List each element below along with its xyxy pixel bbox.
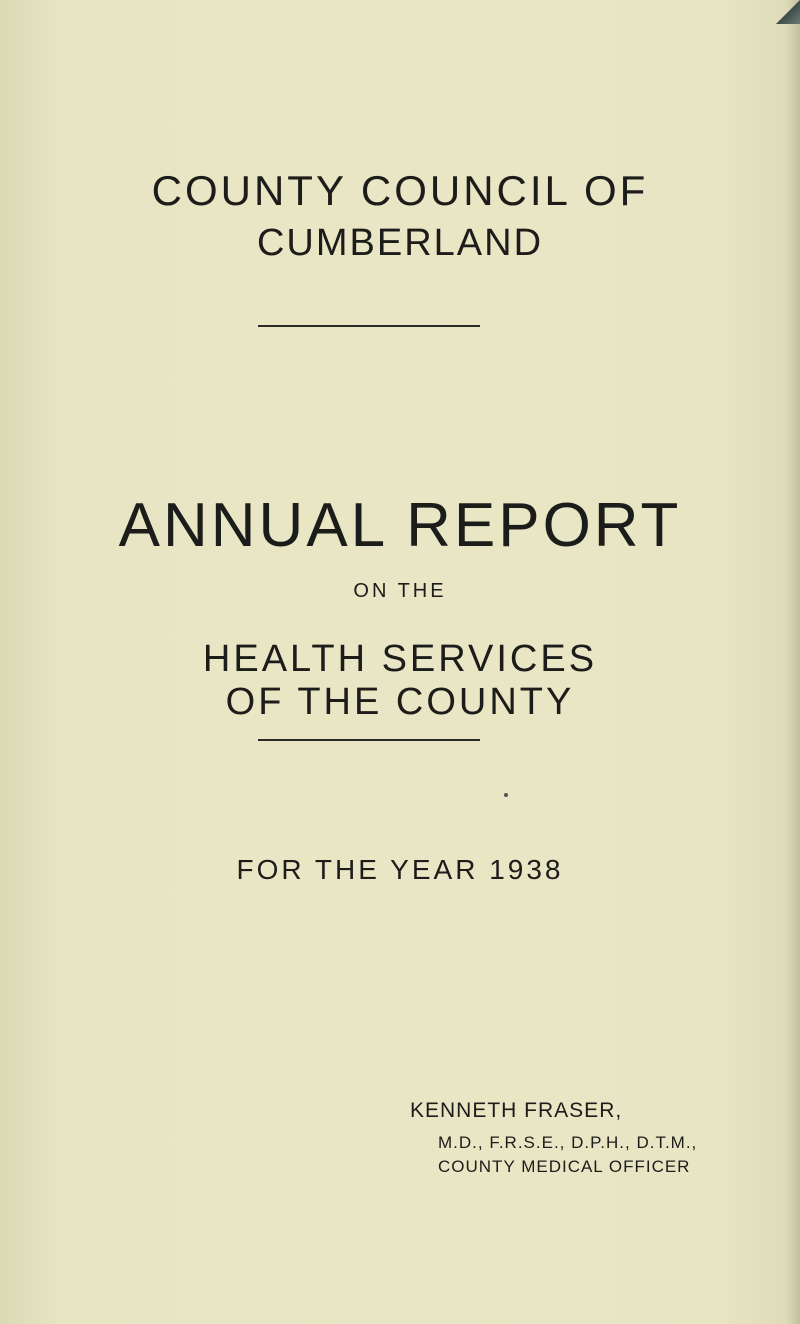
- top-divider-rule: [258, 325, 480, 327]
- council-heading: COUNTY COUNCIL OF: [151, 167, 649, 214]
- corner-tab-mark: [770, 0, 800, 24]
- subject-line-1: HEALTH SERVICES: [202, 638, 598, 680]
- bottom-divider-rule: [258, 739, 480, 741]
- report-year-line: FOR THE YEAR 1938: [236, 854, 564, 885]
- print-speck: [504, 793, 508, 797]
- author-qualifications: M.D., F.R.S.E., D.P.H., D.T.M.,: [438, 1133, 698, 1152]
- title-connector: ON THE: [353, 580, 447, 602]
- county-name-heading: CUMBERLAND: [256, 222, 544, 264]
- report-title: ANNUAL REPORT: [118, 491, 682, 560]
- author-title: COUNTY MEDICAL OFFICER: [438, 1157, 691, 1176]
- author-name: KENNETH FRASER,: [410, 1099, 623, 1122]
- subject-line-2: OF THE COUNTY: [225, 681, 575, 723]
